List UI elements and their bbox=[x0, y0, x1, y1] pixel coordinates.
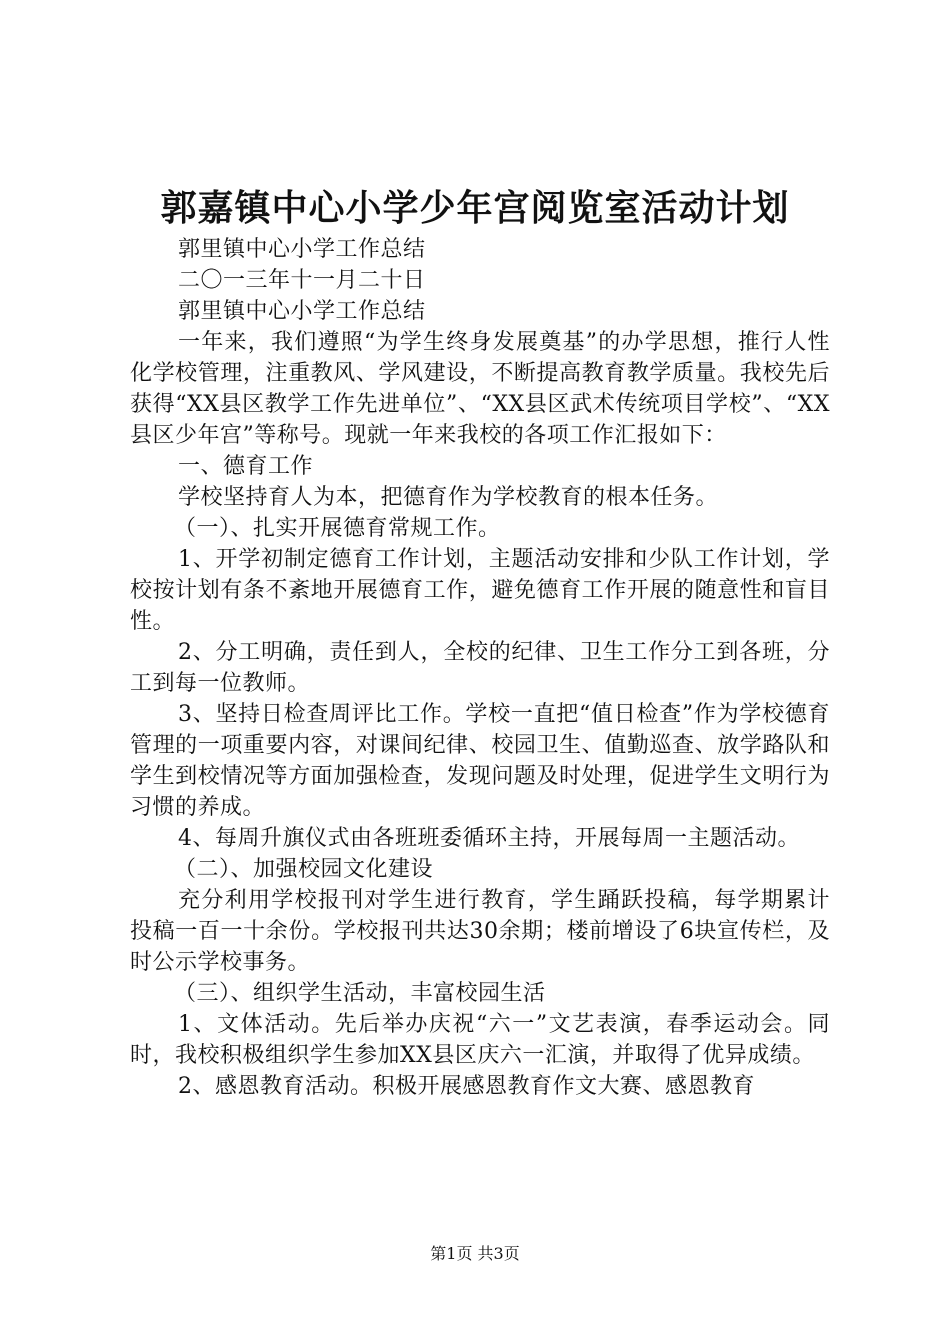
paragraph-heading-school: 郭里镇中心小学工作总结 bbox=[178, 237, 426, 262]
section-heading-moral-education: 一、德育工作 bbox=[178, 454, 314, 479]
list-item-sports-arts: 1、文体活动。先后举办庆祝“六一”文艺表演，春季运动会。同时，我校积极组织学生参加XX县区庆六一汇演，并取得了优异成绩。 bbox=[130, 1012, 830, 1068]
document-title: 郭嘉镇中心小学少年宫阅览室活动计划 bbox=[160, 187, 790, 229]
paragraph-heading-school-repeat: 郭里镇中心小学工作总结 bbox=[178, 299, 426, 324]
list-item-gratitude: 2、感恩教育活动。积极开展感恩教育作文大赛、感恩教育 bbox=[178, 1074, 755, 1099]
list-item-plan: 1、开学初制定德育工作计划，主题活动安排和少队工作计划，学校按计划有条不紊地开展德育工作，避免德育工作开展的随意性和盲目性。 bbox=[130, 547, 830, 634]
list-item-daily-check: 3、坚持日检查周评比工作。学校一直把“值日检查”作为学校德育管理的一项重要内容，对课间纪律、校园卫生、值勤巡查、放学路队和学生到校情况等方面加强检查，发现问题及时处理，促进学生文明行为习惯的养成。 bbox=[130, 702, 830, 820]
document-body bbox=[130, 234, 830, 1102]
page-number: 第1页 共3页 bbox=[430, 1244, 520, 1263]
subheading-routine-work: （一）、扎实开展德育常规工作。 bbox=[174, 516, 501, 541]
subheading-campus-culture: （二）、加强校园文化建设 bbox=[174, 857, 434, 882]
paragraph-intro: 一年来，我们遵照“为学生终身发展奠基”的办学思想，推行人性化学校管理，注重教风、学风建设，不断提高教育教学质量。我校先后获得“XX县区教学工作先进单位”、“XX县区武术传统项目学校”、“XX县区少年宫”等称号。现就一年来我校的各项工作汇报如下： bbox=[130, 330, 830, 448]
paragraph-moral-education: 学校坚持育人为本，把德育作为学校教育的根本任务。 bbox=[178, 485, 719, 510]
list-item-flag-ceremony: 4、每周升旗仪式由各班班委循环主持，开展每周一主题活动。 bbox=[178, 826, 800, 851]
subheading-student-activities: （三）、组织学生活动，丰富校园生活 bbox=[174, 981, 546, 1006]
paragraph-date: 二〇一三年十一月二十日 bbox=[178, 268, 426, 293]
paragraph-campus-culture: 充分利用学校报刊对学生进行教育，学生踊跃投稿，每学期累计投稿一百一十余份。学校报刊共达30余期；楼前增设了6块宣传栏，及时公示学校事务。 bbox=[130, 888, 830, 975]
list-item-division: 2、分工明确，责任到人，全校的纪律、卫生工作分工到各班，分工到每一位教师。 bbox=[130, 640, 830, 696]
